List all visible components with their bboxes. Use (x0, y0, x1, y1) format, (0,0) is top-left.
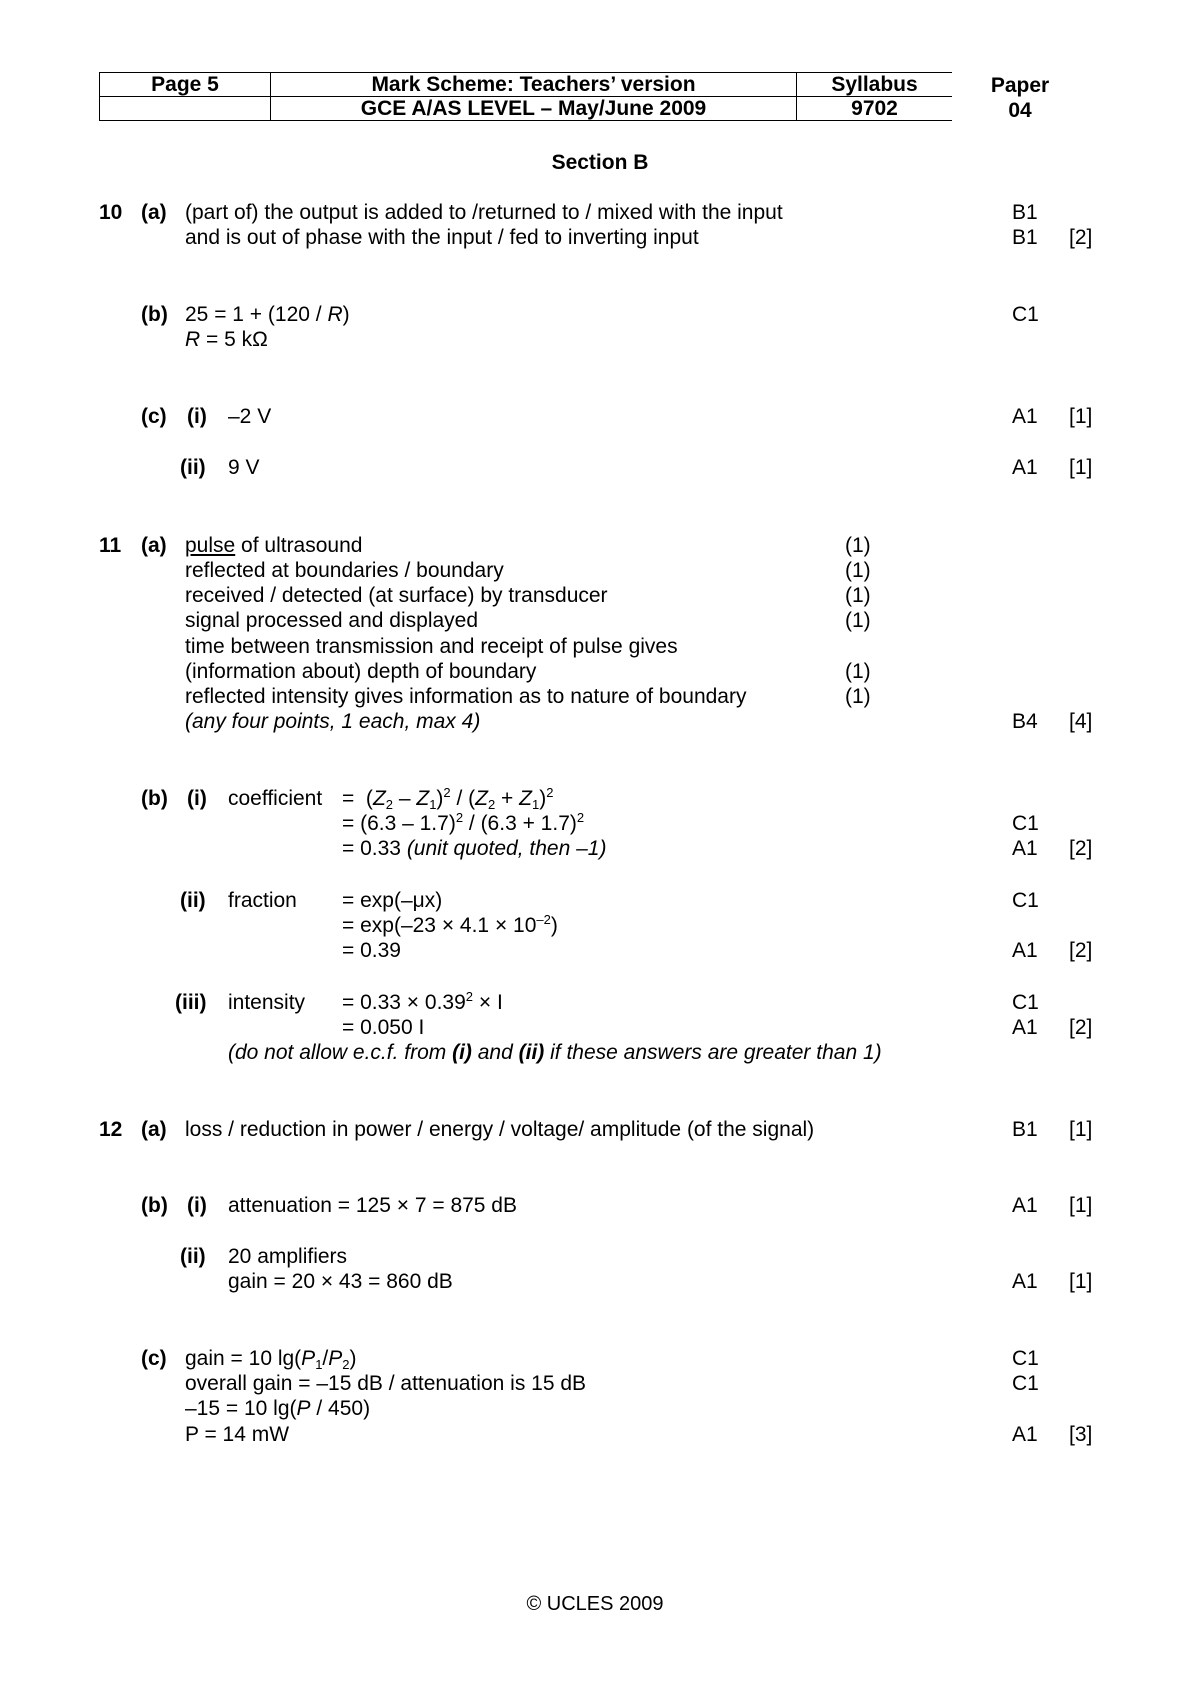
mark-code: C1 (1012, 812, 1039, 835)
answer-line: reflected at boundaries / boundary (185, 559, 504, 582)
formula-line: = 0.39 (342, 939, 401, 962)
subpart-label: (i) (187, 1194, 207, 1217)
subpart-label: (ii) (180, 889, 206, 912)
copyright-footer: © UCLES 2009 (526, 1593, 664, 1615)
answer-line: gain = 20 × 43 = 860 dB (228, 1270, 453, 1293)
page-number: Page 5 (100, 73, 271, 97)
formula-line: –15 = 10 lg(P / 450) (185, 1397, 371, 1420)
answer-line: attenuation = 125 × 7 = 875 dB (228, 1194, 517, 1217)
part-label: (b) (141, 303, 168, 326)
answer-line: P = 14 mW (185, 1423, 290, 1446)
formula-line: = $0.33 \times 0.39^2 \times I$ (342, 989, 503, 1014)
answer-line: 25 = 1 + (120 / R) (185, 303, 350, 326)
point-mark: (1) (845, 660, 871, 683)
marking-note: (do not allow e.c.f. from (i) and (ii) if these answers are greater than 1) (228, 1041, 882, 1064)
mark-code: C1 (1012, 889, 1039, 912)
mark-code: A1 (1012, 1270, 1038, 1293)
mark-code: C1 (1012, 1347, 1039, 1370)
exam-title: GCE A/AS LEVEL – May/June 2009 (271, 97, 797, 121)
mark-total: [2] (1069, 837, 1093, 860)
formula-line: = $\exp(-23 \times 4.1 \times 10^{-2})$ (342, 912, 558, 937)
mark-total: [2] (1069, 1016, 1093, 1039)
answer-line: signal processed and displayed (185, 609, 479, 632)
question-number: 12 (99, 1118, 123, 1141)
mark-code: A1 (1012, 837, 1038, 860)
mark-code: B1 (1012, 226, 1038, 249)
mark-code: A1 (1012, 1016, 1038, 1039)
mark-total: [3] (1069, 1423, 1093, 1446)
part-label: (a) (141, 534, 167, 557)
answer-line: and is out of phase with the input / fed to inverting input (185, 226, 699, 249)
mark-code: C1 (1012, 991, 1039, 1014)
answer-line: R = 5 kΩ (185, 328, 268, 351)
mark-total: [4] (1069, 710, 1093, 733)
formula-line: = 0.33 (unit quoted, then –1) (342, 837, 607, 860)
answer-line: reflected intensity gives information as to nature of boundary (185, 685, 747, 708)
point-mark: (1) (845, 685, 871, 708)
subpart-label: (ii) (180, 1245, 206, 1268)
formula-line: = 0.050 I (342, 1016, 425, 1039)
mark-total: [1] (1069, 1270, 1093, 1293)
answer-line: overall gain = –15 dB / attenuation is 15 dB (185, 1372, 587, 1395)
mark-code: C1 (1012, 303, 1039, 326)
answer-line: time between transmission and receipt of pulse gives (185, 635, 678, 658)
mark-total: [1] (1069, 405, 1093, 428)
part-label: (b) (141, 1194, 168, 1217)
point-mark: (1) (845, 609, 871, 632)
mark-code: A1 (1012, 939, 1038, 962)
formula-line: = $(Z_2 - Z_1)^2 / (Z_2 + Z_1)^2$ (342, 785, 554, 812)
part-label: (c) (141, 405, 167, 428)
paper-label: Paper (990, 74, 1050, 97)
section-title: Section B (551, 151, 649, 174)
mark-code: B4 (1012, 710, 1038, 733)
point-mark: (1) (845, 534, 871, 557)
marking-note: (any four points, 1 each, max 4) (185, 710, 481, 733)
answer-line: loss / reduction in power / energy / voltage/ amplitude (of the signal) (185, 1118, 815, 1141)
formula-line: = exp(–μx) (342, 889, 443, 912)
mark-code: A1 (1012, 1423, 1038, 1446)
mark-total: [2] (1069, 226, 1093, 249)
mark-total: [1] (1069, 456, 1093, 479)
subpart-label: (ii) (180, 456, 206, 479)
mark-total: [1] (1069, 1194, 1093, 1217)
answer-line: pulse of ultrasound (185, 534, 363, 557)
answer-line: received / detected (at surface) by transducer (185, 584, 608, 607)
answer-line: (part of) the output is added to /returned to / mixed with the input (185, 201, 783, 224)
formula-line: = $(6.3 - 1.7)^2 / (6.3 + 1.7)^2$ (342, 810, 585, 835)
header-empty-cell (100, 97, 271, 121)
subpart-label: (i) (187, 405, 207, 428)
answer-line: 9 V (228, 456, 260, 479)
answer-line: 20 amplifiers (228, 1245, 348, 1268)
part-label: (a) (141, 201, 167, 224)
question-number: 10 (99, 201, 123, 224)
quantity-label: intensity (228, 991, 306, 1014)
syllabus-code: 9702 (797, 97, 953, 121)
quantity-label: fraction (228, 889, 297, 912)
header-table (99, 72, 952, 121)
subpart-label: (i) (187, 787, 207, 810)
part-label: (c) (141, 1347, 167, 1370)
question-number: 11 (99, 534, 122, 557)
point-mark: (1) (845, 559, 871, 582)
mark-code: A1 (1012, 1194, 1038, 1217)
syllabus-label: Syllabus (797, 73, 953, 97)
mark-total: [1] (1069, 1118, 1093, 1141)
mark-code: B1 (1012, 201, 1038, 224)
mark-code: B1 (1012, 1118, 1038, 1141)
point-mark: (1) (845, 584, 871, 607)
document-title: Mark Scheme: Teachers’ version (271, 73, 797, 97)
subpart-label: (iii) (175, 991, 207, 1014)
paper-number: 04 (1008, 99, 1032, 122)
mark-code: A1 (1012, 456, 1038, 479)
quantity-label: coefficient (228, 787, 323, 810)
answer-line: (information about) depth of boundary (185, 660, 537, 683)
part-label: (b) (141, 787, 168, 810)
part-label: (a) (141, 1118, 167, 1141)
answer-line: –2 V (228, 405, 272, 428)
formula-line: gain = 10 $\lg(P_1/P_2)$ (185, 1347, 357, 1372)
mark-code: C1 (1012, 1372, 1039, 1395)
mark-total: [2] (1069, 939, 1093, 962)
mark-code: A1 (1012, 405, 1038, 428)
